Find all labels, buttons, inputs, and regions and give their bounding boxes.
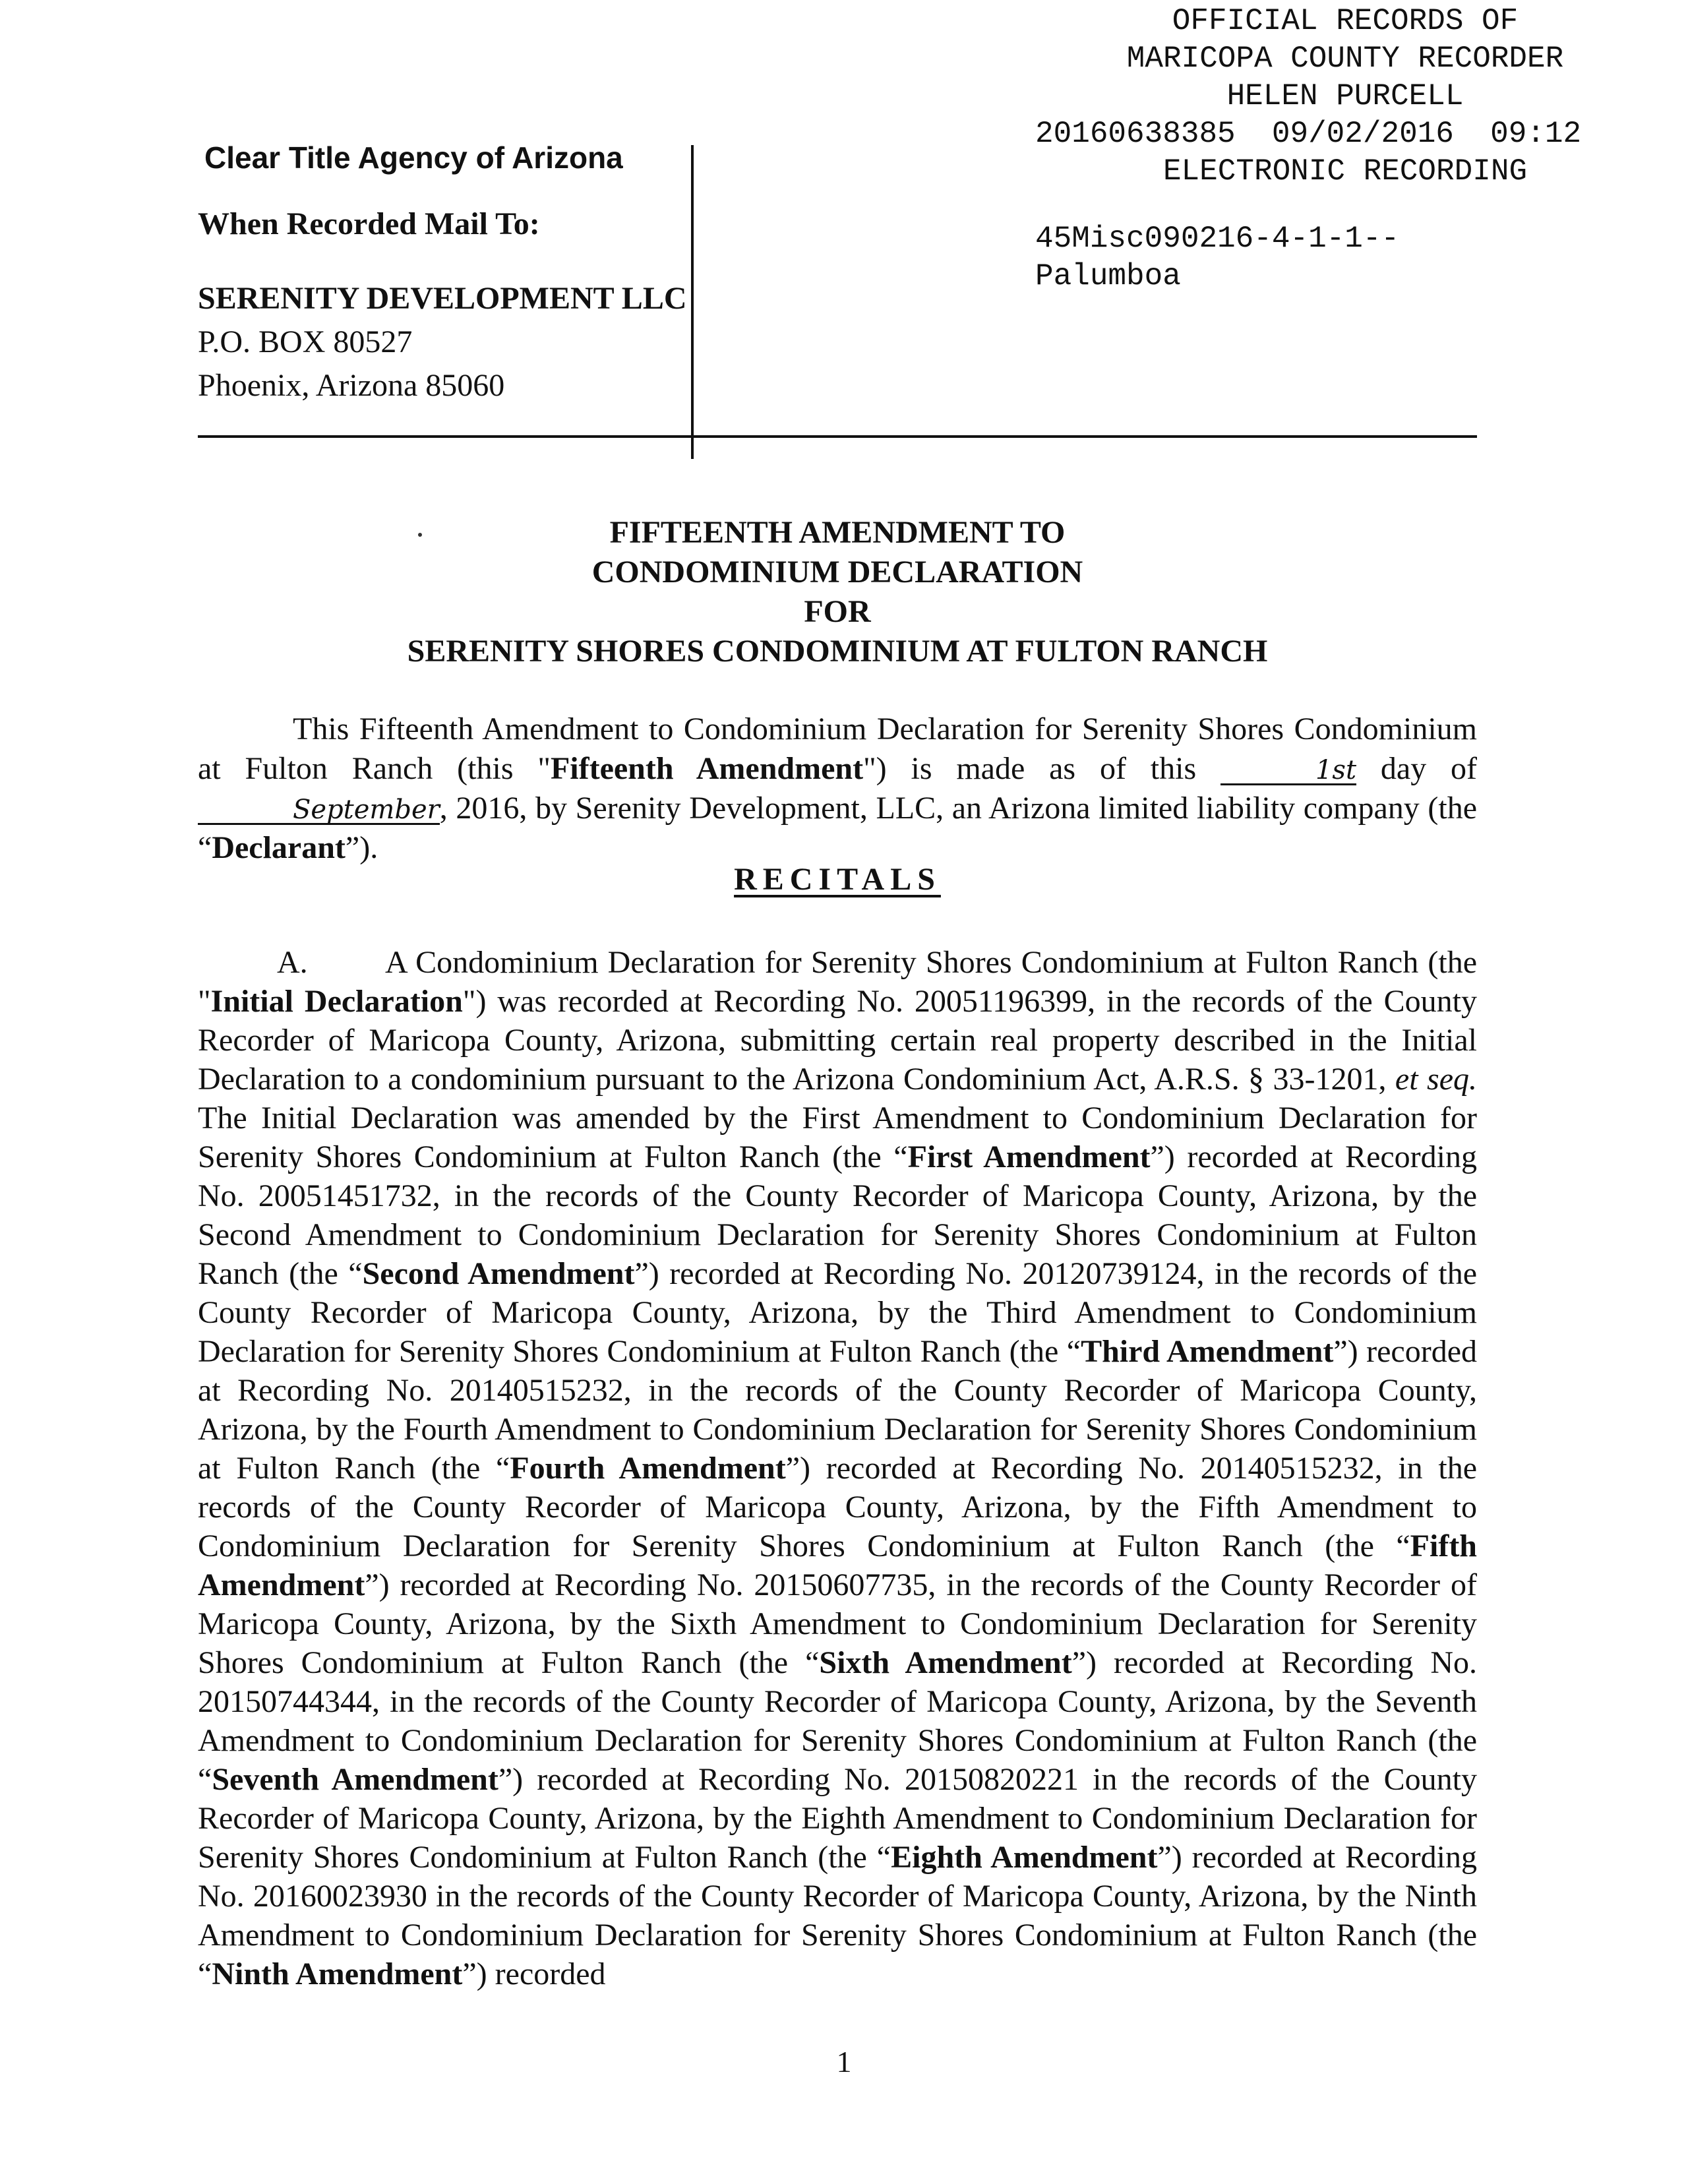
when-recorded-label: When Recorded Mail To: <box>198 206 540 241</box>
paragraph-marker: A. <box>277 945 308 980</box>
vertical-divider <box>691 145 694 459</box>
defined-term: Declarant <box>212 830 346 865</box>
defined-term: Fourth Amendment <box>510 1451 786 1486</box>
recital-text: ”) recorded at Recording No. 20160023930 in the records of the County Recorder of Maricopa County, Arizona, by the Ninth Amendment to Condominium Declaration for Serenity Shores Condominium at Fulton Ranch (the “ <box>198 1840 1478 1991</box>
defined-term: Sixth Amendment <box>819 1645 1072 1680</box>
recital-text: ”) recorded at Recording No. 20051451732, in the records of the County Recorder of Maricopa County, Arizona, by the Second Amendment to Condominium Declaration for Serenity Shores Condominium at Fulton Ranch (the “ <box>198 1139 1478 1291</box>
title-line: FIFTEENTH AMENDMENT TO <box>609 515 1066 550</box>
defined-term: Fifteenth Amendment <box>550 751 864 786</box>
address-line: P.O. BOX 80527 <box>198 324 413 359</box>
recital-text: The Initial Declaration was amended by the First Amendment to Condominium Declaration for Serenity Shores Condominium at Fulton Ranch (the “ <box>198 1101 1477 1174</box>
recorder-line: ELECTRONIC RECORDING <box>1162 154 1528 189</box>
recital-text: ”) recorded at Recording No. 20150744344, in the records of the County Recorder of Maricopa County, Arizona, by the Seventh Amendment to Condominium Declaration for Serenity Shores Condominium at Fulton Ranch (the “ <box>198 1645 1477 1797</box>
recording-number-date: 20160638385 09/02/2016 09:12 <box>1035 117 1582 151</box>
document-title <box>198 513 1477 671</box>
recital-text: ”) recorded at Recording No. 20150820221 in the records of the County Recorder of Maricopa County, Arizona, by the Eighth Amendment to Condominium Declaration for Serenity Shores Condominium at Fulton Ranch (the “ <box>198 1762 1478 1875</box>
page-number: 1 <box>836 2045 852 2078</box>
title-agency: Clear Title Agency of Arizona <box>204 140 623 175</box>
defined-term: Eighth Amendment <box>891 1840 1158 1875</box>
defined-term: Seventh Amendment <box>212 1762 498 1797</box>
handwritten-month: September <box>198 797 440 825</box>
recital-text: ”) recorded at Recording No. 20140515232, in the records of the County Recorder of Maricopa County, Arizona, by the Fifth Amendment to Condominium Declaration for Serenity Shores Condominium at Fulton Ranch (the “ <box>198 1451 1478 1563</box>
defined-term: First Amendment <box>907 1139 1151 1174</box>
intro-paragraph <box>198 710 1477 868</box>
italic-term: et seq. <box>1395 1062 1477 1097</box>
recital-text: ”) recorded at Recording No. 20120739124, in the records of the County Recorder of Maricopa County, Arizona, by the Third Amendment to Condominium Declaration for Serenity Shores Condominium at Fulton Ranch (the “ <box>198 1256 1478 1369</box>
addressee-name: SERENITY DEVELOPMENT LLC <box>198 281 687 316</box>
recital-text: A Condominium Declaration for Serenity Shores Condominium at Fulton Ranch (the " <box>198 945 1477 1019</box>
recitals-heading <box>198 861 1477 897</box>
intro-text: This Fifteenth Amendment to Condominium Declaration for Serenity Shores Condominium at Fulton Ranch (this " <box>198 712 1477 786</box>
recital-text: ") was recorded at Recording No. 20051196399, in the records of the County Recorder of Maricopa County, Arizona, submitting certain real property described in the Initial Declaration to a condominium pursuant to the Arizona Condominium Act, A.R.S. § 33-1201, <box>198 984 1477 1097</box>
handwritten-day: 1st <box>1221 757 1356 785</box>
intro-text: ”). <box>345 830 378 865</box>
fee-code-line: 45Misc090216-4-1-1-- <box>1035 222 1400 256</box>
defined-term: Fifth Amendment <box>198 1529 1477 1602</box>
defined-term: Ninth Amendment <box>212 1957 463 1991</box>
recorder-line: HELEN PURCELL <box>1226 79 1464 113</box>
recital-a <box>198 943 1477 1993</box>
defined-term: Initial Declaration <box>210 984 463 1019</box>
defined-term: Second Amendment <box>362 1256 635 1291</box>
recorder-stamp <box>1015 3 1675 191</box>
title-line: FOR <box>804 594 871 629</box>
return-address <box>198 277 687 408</box>
recital-text: ”) recorded at Recording No. 20140515232, in the records of the County Recorder of Maricopa County, Arizona, by the Fourth Amendment to Condominium Declaration for Serenity Shores Condominium at Fulton Ranch (the “ <box>198 1334 1478 1486</box>
recitals-heading-text: RECITALS <box>734 862 941 897</box>
title-line: SERENITY SHORES CONDOMINIUM AT FULTON RANCH <box>407 634 1268 669</box>
recorder-line: MARICOPA COUNTY RECORDER <box>1126 42 1564 76</box>
intro-text: ") is made as of this <box>863 751 1221 786</box>
intro-text: , 2016, by Serenity Development, LLC, an Arizona limited liability company (the “ <box>198 791 1477 865</box>
address-line: Phoenix, Arizona 85060 <box>198 368 505 403</box>
recorder-line: OFFICIAL RECORDS OF <box>1172 4 1519 38</box>
horizontal-divider <box>198 435 1477 438</box>
recital-text: ”) recorded at Recording No. 20150607735, in the records of the County Recorder of Maricopa County, Arizona, by the Sixth Amendment to Condominium Declaration for Serenity Shores Condominium at Fulton Ranch (the “ <box>198 1567 1477 1680</box>
fee-code-line: Palumboa <box>1035 259 1181 293</box>
defined-term: Third Amendment <box>1081 1334 1334 1369</box>
recital-text: ”) recorded <box>462 1957 606 1991</box>
title-line: CONDOMINIUM DECLARATION <box>591 555 1083 590</box>
intro-text: day of <box>1356 751 1478 786</box>
fee-code <box>1035 220 1399 295</box>
